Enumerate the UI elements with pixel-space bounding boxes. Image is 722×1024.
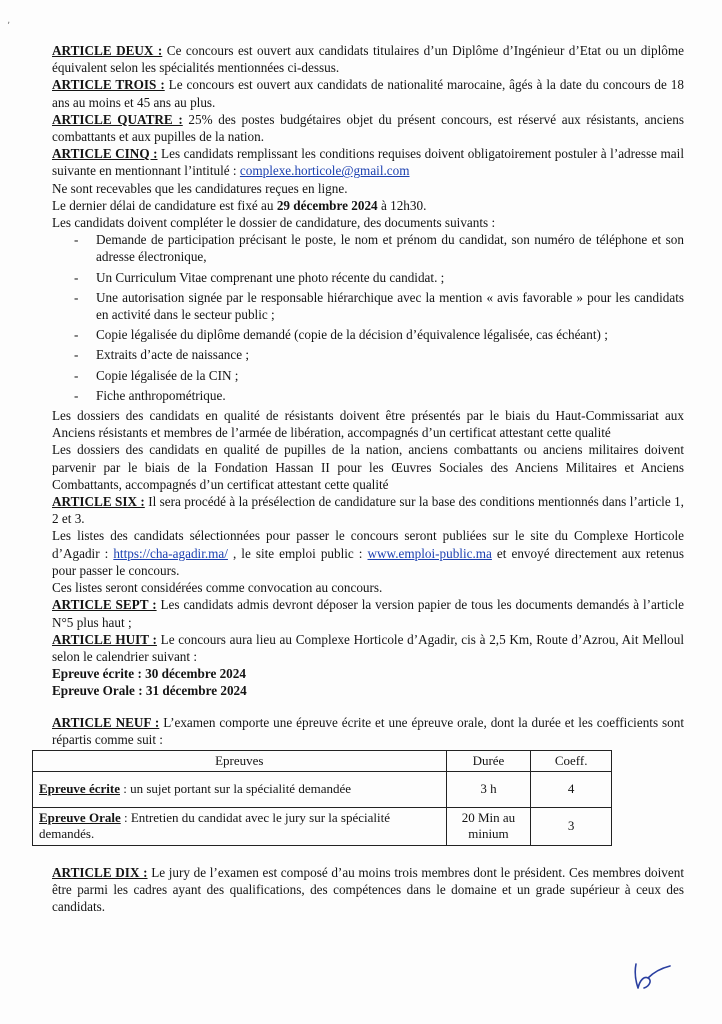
article-label: ARTICLE DIX : bbox=[52, 864, 148, 880]
resistants-paragraph: Les dossiers des candidats en qualité de résistants doivent être présentés par le biais du Haut-Commissariat aux Anciens résistants et membres de l’armée de libération, accompagnés d’un certificat attestant cette qualité bbox=[52, 408, 684, 441]
article-label: ARTICLE DEUX : bbox=[52, 43, 163, 58]
article-label: ARTICLE QUATRE : bbox=[52, 111, 183, 127]
deadline-pre: Le dernier délai de candidature est fixé au bbox=[52, 197, 277, 213]
article-label: ARTICLE CINQ : bbox=[52, 146, 158, 162]
pupilles-paragraph: Les dossiers des candidats en qualité de pupilles de la nation, anciens combattants ou anciens militaires doivent parvenir par le biais de la Fondation Hassan II pour les Œuvres Sociales des Anciens Militaires et Anciens Combattants, accompagnés d’un certificat attestant cette qualité bbox=[52, 442, 684, 492]
article-text: L’examen comporte une épreuve écrite et une épreuve orale, dont la durée et les coefficients sont répartis comme suit : bbox=[52, 714, 685, 747]
list-item: - Demande de participation précisant le poste, le nom et prénom du candidat, son numéro de téléphone et son adresse électronique, bbox=[74, 231, 684, 265]
exam-name: Epreuve Orale bbox=[39, 810, 121, 826]
duration-cell: 3 h bbox=[446, 771, 531, 807]
deadline bbox=[52, 197, 684, 214]
convocation-note: Ces listes seront considérées comme convocation au concours. bbox=[52, 580, 383, 596]
exam-name: Epreuve écrite bbox=[39, 781, 120, 797]
list-item: - Une autorisation signée par le responsable hiérarchique avec la mention « avis favorable » pour les candidats en activité dans le secteur public ; bbox=[74, 289, 684, 323]
oral-exam-date: Epreuve Orale : 31 décembre 2024 bbox=[52, 683, 247, 699]
col-header-epreuves: Epreuves bbox=[33, 750, 447, 771]
exam-table bbox=[32, 750, 612, 846]
written-exam-date: Epreuve écrite : 30 décembre 2024 bbox=[52, 666, 246, 682]
exam-desc: : Entretien du candidat avec le jury sur la spécialité demandés. bbox=[39, 810, 391, 842]
article-2 bbox=[52, 42, 684, 76]
article-text: Les candidats remplissant les conditions requises doivent obligatoirement postuler à l’adresse mail suivante en mentionnant l’intitulé : bbox=[52, 146, 684, 179]
cha-agadir-link[interactable]: https://cha-agadir.ma/ bbox=[113, 545, 228, 561]
docs-intro: Les candidats doivent compléter le dossier de candidature, des documents suivants : bbox=[52, 215, 496, 231]
article-text: Il sera procédé à la présélection de candidature sur la base des conditions mentionnés dans l’article 1, 2 et 3. bbox=[52, 494, 684, 527]
article-6 bbox=[52, 493, 684, 527]
list-item: - Extraits d’acte de naissance ; bbox=[74, 346, 684, 363]
article-10 bbox=[52, 864, 684, 916]
article-8 bbox=[52, 631, 684, 665]
article-text: Ce concours est ouvert aux candidats titulaires d’un Diplôme d’Ingénieur d’Etat ou un diplôme équivalent selon les spécialités mentionnées ci-dessus. bbox=[52, 43, 684, 76]
email-link[interactable]: complexe.horticole@gmail.com bbox=[239, 163, 410, 179]
online-only-note: Ne sont recevables que les candidatures reçues en ligne. bbox=[52, 180, 348, 196]
lists-mid: , le site emploi public : bbox=[227, 545, 368, 561]
article-text: 25% des postes budgétaires objet du présent concours, est réservé aux résistants, anciens combattants et aux pupilles de la nation. bbox=[52, 111, 684, 145]
article-5 bbox=[52, 145, 684, 179]
lists-paragraph bbox=[52, 527, 684, 579]
list-item: - Fiche anthropométrique. bbox=[74, 387, 684, 404]
deadline-date: 29 décembre 2024 bbox=[276, 197, 378, 213]
list-item: - Copie légalisée de la CIN ; bbox=[74, 367, 684, 384]
article-text: Le jury de l’examen est composé d’au moins trois membres dont le président. Ces membres doivent être parmi les cadres ayant des qualifications, des compétences dans le domaine et un grade supérieur à ceux des candidats. bbox=[52, 864, 685, 915]
table-row bbox=[33, 771, 612, 807]
article-label: ARTICLE NEUF : bbox=[52, 714, 160, 730]
table-header-row bbox=[33, 750, 612, 771]
coeff-cell: 4 bbox=[531, 771, 612, 807]
document-page bbox=[39, 42, 685, 916]
list-item: - Copie légalisée du diplôme demandé (copie de la décision d’équivalence légalisée, cas échéant) ; bbox=[74, 326, 684, 343]
article-text: Les candidats admis devront déposer la version papier de tous les documents demandés à l’article N°5 plus haut ; bbox=[52, 597, 684, 630]
signature-initials bbox=[628, 958, 676, 994]
article-7 bbox=[52, 596, 684, 630]
exam-cell bbox=[33, 771, 447, 807]
article-text: Le concours aura lieu au Complexe Horticole d’Agadir, cis à 2,5 Km, Route d’Azrou, Ait Melloul selon le calendrier suivant : bbox=[52, 631, 684, 664]
documents-list bbox=[52, 231, 684, 404]
list-item: - Un Curriculum Vitae comprenant une photo récente du candidat. ; bbox=[74, 269, 684, 286]
duration-cell: 20 Min au minium bbox=[446, 807, 531, 845]
article-text: Le concours est ouvert aux candidats de nationalité marocaine, âgés à la date du concours de 18 ans au moins et 45 ans au plus. bbox=[52, 77, 684, 110]
article-4 bbox=[52, 111, 684, 145]
lists-pre: Les listes des candidats sélectionnées pour passer le concours seront publiées sur le site du Complexe Horticole d’Agadir : bbox=[52, 528, 684, 561]
emploi-public-link[interactable]: www.emploi-public.ma bbox=[367, 545, 492, 561]
table-row bbox=[33, 807, 612, 845]
article-3 bbox=[52, 76, 684, 110]
col-header-coeff: Coeff. bbox=[531, 750, 612, 771]
article-9 bbox=[52, 714, 684, 748]
col-header-duree: Durée bbox=[446, 750, 531, 771]
scan-mark: ʼ bbox=[7, 21, 11, 32]
exam-cell bbox=[33, 807, 447, 845]
lists-post: et envoyé directement aux retenus pour passer le concours. bbox=[52, 545, 684, 578]
deadline-post: à 12h30. bbox=[377, 197, 427, 213]
article-label: ARTICLE SEPT : bbox=[52, 597, 157, 613]
coeff-cell: 3 bbox=[531, 807, 612, 845]
article-label: ARTICLE SIX : bbox=[52, 494, 145, 510]
article-label: ARTICLE TROIS : bbox=[52, 77, 165, 93]
article-label: ARTICLE HUIT : bbox=[52, 631, 157, 647]
exam-desc: : un sujet portant sur la spécialité demandée bbox=[119, 781, 352, 797]
